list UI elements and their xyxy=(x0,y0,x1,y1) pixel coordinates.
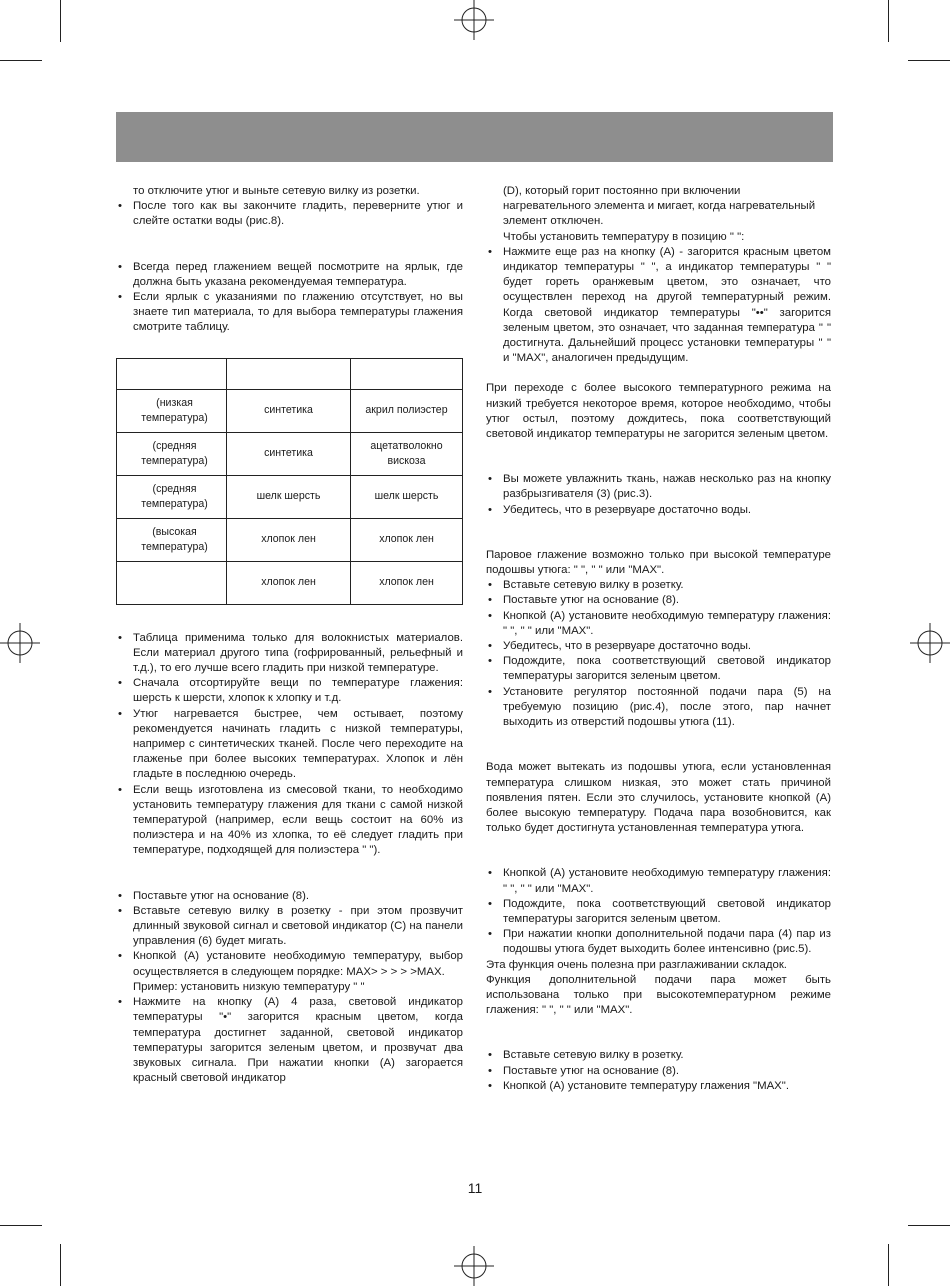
paragraph: Эта функция очень полезна при разглаживании складок. xyxy=(486,958,787,971)
paragraph: Функция дополнительной подачи пара может быть использована только при высокотемпературном режиме глажения: " ", " " или "MAX". xyxy=(486,973,831,1017)
table-cell: синтетика xyxy=(227,432,351,475)
table-cell: синтетика xyxy=(227,389,351,432)
table-row xyxy=(117,432,463,475)
table-cell: (низкая температура) xyxy=(117,389,227,432)
table-cell: хлопок лен xyxy=(351,518,463,561)
paragraph: то отключите утюг и выньте сетевую вилку из розетки. xyxy=(133,185,420,197)
bullet-item: • Вставьте сетевую вилку в розетку - при этом прозвучит длинный звуковой сигнал и световой индикатор (С) на панели управления (6) будет мигать. xyxy=(116,904,463,950)
table-cell: хлопок лен xyxy=(351,561,463,604)
bullet-item: • Нажмите еще раз на кнопку (А) - загорится красным цветом индикатор температуры " ", а индикатор температуры " " будет гореть оранжевым цветом, это означает, что осуществлен переход на другой температурный режим. Когда световой индикатор температуры "••" загорится зеленым цветом, это означает, что заданная температура " " достигнута. Дальнейший процесс установки температуры " " и "MAX", аналогичен предыдущим. xyxy=(486,245,831,367)
bullet-item: • Всегда перед глажением вещей посмотрите на ярлык, где должна быть указана рекомендуемая температура. xyxy=(116,260,463,290)
bullet-item: • Поставьте утюг на основание (8). xyxy=(486,1064,831,1079)
crop-mark xyxy=(888,0,889,42)
paragraph: При переходе с более высокого температурного режима на низкий требуется некоторое время, которое необходимо, чтобы утюг остыл, поэтому дождитесь, пока соответствующий световой индикатор температуры не загорится зеленым цветом. xyxy=(486,382,831,441)
header-bar xyxy=(116,112,833,162)
registration-mark-bottom xyxy=(454,1246,494,1286)
paragraph: (D), который горит постоянно при включении нагревательного элемента и мигает, когда нагревательный элемент отключен. xyxy=(503,185,816,228)
bullet-item: • Кнопкой (А) установите необходимую температуру, выбор осуществляется в следующем порядке: MAX> > > > >MAX. xyxy=(116,949,463,979)
table-cell: акрил полиэстер xyxy=(351,389,463,432)
table-cell: хлопок лен xyxy=(227,518,351,561)
bullet-item: • Подождите, пока соответствующий световой индикатор температуры загорится зеленым цветом. xyxy=(486,654,831,684)
registration-mark-left xyxy=(0,623,40,663)
paragraph: Пример: установить низкую температуру " " xyxy=(133,980,365,993)
bullet-item: • Кнопкой (А) установите необходимую температуру глажения: " ", " " или "MAX". xyxy=(486,866,831,896)
fabric-temperature-table xyxy=(116,358,463,605)
bullet-item: • Поставьте утюг на основание (8). xyxy=(486,593,831,608)
crop-mark xyxy=(60,0,61,42)
bullet-item: • После того как вы закончите гладить, переверните утюг и слейте остатки воды (рис.8). xyxy=(116,199,463,229)
table-row xyxy=(117,561,463,604)
table-cell: (средняя температура) xyxy=(117,475,227,518)
bullet-item: • Если ярлык с указаниями по глажению отсутствует, но вы знаете тип материала, то для выбора температуры глажения смотрите таблицу. xyxy=(116,290,463,336)
paragraph: Паровое глажение возможно только при высокой температуре подошвы утюга: " ", " " или "MAX". xyxy=(486,548,831,577)
crop-mark xyxy=(908,1225,950,1226)
bullet-item: • Поставьте утюг на основание (8). xyxy=(116,889,463,904)
table-row xyxy=(117,475,463,518)
bullet-item: • Убедитесь, что в резервуаре достаточно воды. xyxy=(486,639,831,654)
bullet-item: • Кнопкой (А) установите температуру глажения "MAX". xyxy=(486,1079,831,1094)
table-cell xyxy=(227,358,351,389)
crop-mark xyxy=(0,60,42,61)
bullet-item: • При нажатии кнопки дополнительной подачи пара (4) пар из подошвы утюга будет выходить более интенсивно (рис.5). xyxy=(486,927,831,957)
bullet-item: • Сначала отсортируйте вещи по температуре глажения: шерсть к шерсти, хлопок к хлопку и т.д. xyxy=(116,676,463,706)
paragraph: Вода может вытекать из подошвы утюга, если установленная температура слишком низкая, это может стать причиной появления пятен. Если это случилось, установите кнопкой (А) более высокую температуру. Подача пара возобновится, как только будет достигнута установленная температура утюга. xyxy=(486,761,831,835)
crop-mark xyxy=(908,60,950,61)
table-cell xyxy=(351,358,463,389)
table-cell: (средняя температура) xyxy=(117,432,227,475)
bullet-item: • Если вещь изготовлена из смесовой ткани, то необходимо установить температуру глажения для ткани с самой низкой температурой (например, если вещь состоит на 60% из полиэстера и на 40% из хлопка, то её следует гладить при температуре, подходящей для полиэстера " "). xyxy=(116,783,463,859)
table-cell xyxy=(117,358,227,389)
registration-mark-right xyxy=(910,623,950,663)
bullet-item: • Подождите, пока соответствующий световой индикатор температуры загорится зеленым цветом. xyxy=(486,897,831,927)
left-column xyxy=(116,184,463,1086)
table-cell: хлопок лен xyxy=(227,561,351,604)
bullet-item: • Кнопкой (А) установите необходимую температуру глажения: " ", " " или "MAX". xyxy=(486,609,831,639)
right-column xyxy=(486,184,831,1094)
bullet-item: • Вы можете увлажнить ткань, нажав несколько раз на кнопку разбрызгивателя (3) (рис.3). xyxy=(486,472,831,502)
page-number: 11 xyxy=(467,1180,483,1196)
registration-mark-top xyxy=(454,0,494,40)
table-row xyxy=(117,389,463,432)
bullet-item: • Вставьте сетевую вилку в розетку. xyxy=(486,578,831,593)
crop-mark xyxy=(60,1244,61,1286)
bullet-item: • Утюг нагревается быстрее, чем остывает, поэтому рекомендуется начинать гладить с низкой температуры, например с синтетических тканей. После чего переходите на глаженье при более высоких температурах. Хлопок и лён гладьте в последнюю очередь. xyxy=(116,707,463,783)
table-row xyxy=(117,518,463,561)
table-cell xyxy=(117,561,227,604)
table-cell: ацетатволокно вискоза xyxy=(351,432,463,475)
bullet-item: • Установите регулятор постоянной подачи пара (5) на требуемую позицию (рис.4), после этого, пар начнет выходить из отверстий подошвы утюга (11). xyxy=(486,685,831,731)
bullet-item: • Убедитесь, что в резервуаре достаточно воды. xyxy=(486,503,831,518)
bullet-item: • Нажмите на кнопку (А) 4 раза, световой индикатор температуры "•" загорится красным цветом, когда температура достигнет заданной, световой индикатор температуры загорится зеленым цветом, и прозвучат два звуковых сигнала. При нажатии кнопки (А) загорается красный световой индикатор xyxy=(116,995,463,1086)
table-header-row xyxy=(117,358,463,389)
table-cell: шелк шерсть xyxy=(351,475,463,518)
table-cell: (высокая температура) xyxy=(117,518,227,561)
paragraph: Чтобы установить температуру в позицию " ": xyxy=(503,230,745,243)
bullet-item: • Вставьте сетевую вилку в розетку. xyxy=(486,1048,831,1063)
crop-mark xyxy=(0,1225,42,1226)
crop-mark xyxy=(888,1244,889,1286)
table-cell: шелк шерсть xyxy=(227,475,351,518)
bullet-item: • Таблица применима только для волокнистых материалов. Если материал другого типа (гофрированный, рельефный и т.д.), то его лучше всего гладить при низкой температуре. xyxy=(116,631,463,677)
